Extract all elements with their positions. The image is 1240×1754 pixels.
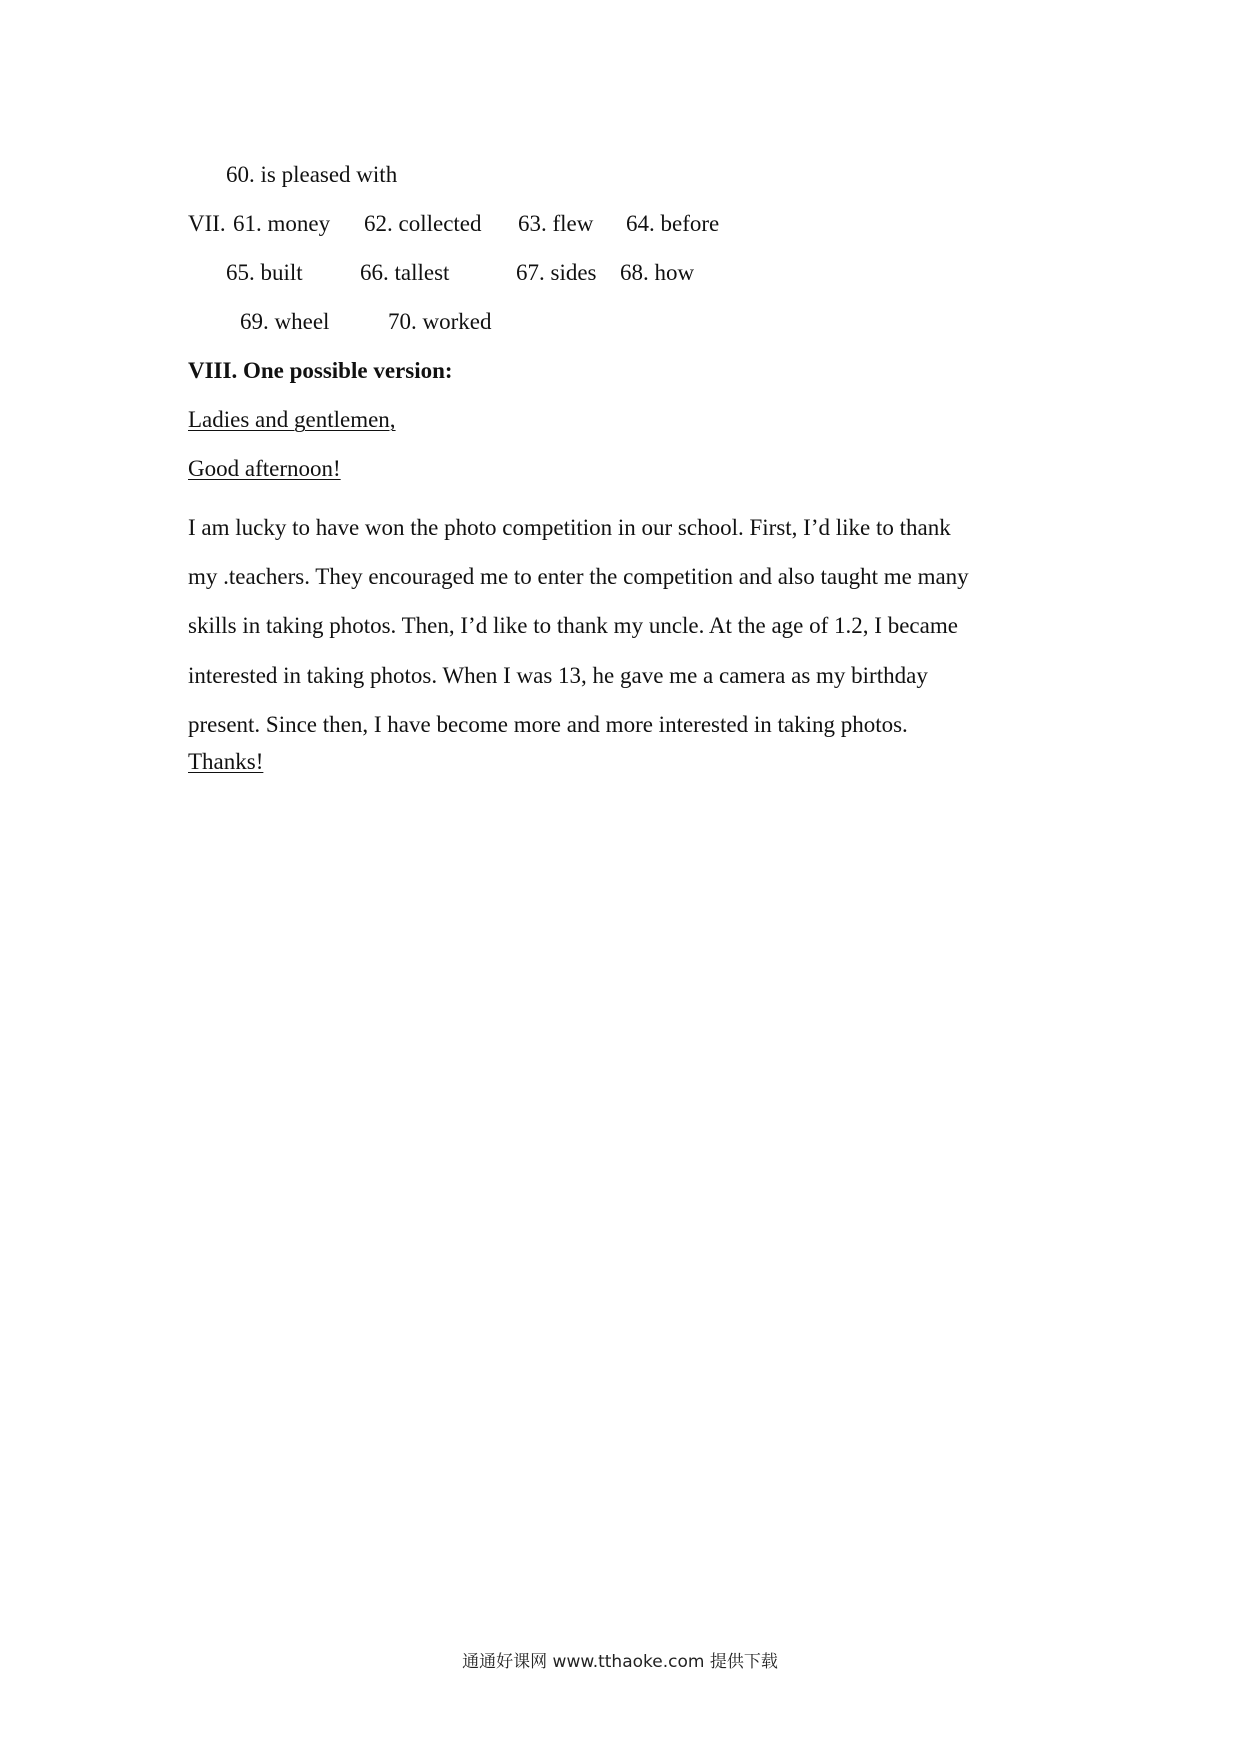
essay-body [188, 503, 1068, 749]
answer-68: 68. how [620, 260, 695, 285]
answer-63: 63. flew [518, 211, 594, 236]
answer-70: 70. worked [388, 309, 492, 334]
essay-body-line: my .teachers. They encouraged me to enter the competition and also taught me many [188, 564, 969, 590]
essay-greeting: Good afternoon! [188, 456, 341, 481]
essay-heading: VIII. One possible version: [188, 358, 453, 383]
answer-61: 61. money [233, 211, 331, 236]
answer-65: 65. built [226, 260, 303, 285]
answer-64: 64. before [626, 211, 720, 236]
answer-66: 66. tallest [360, 260, 450, 285]
essay-body-line: skills in taking photos. Then, I’d like to thank my uncle. At the age of 1.2, I became [188, 613, 958, 639]
essay-closing: Thanks! [188, 749, 264, 774]
essay-body-line: I am lucky to have won the photo competition in our school. First, I’d like to thank [188, 515, 951, 540]
answer-62: 62. collected [364, 211, 482, 236]
section-7-label: VII. [188, 211, 226, 236]
answer-67: 67. sides [516, 260, 597, 285]
answer-line-60 [226, 160, 397, 190]
answer-line-65-68 [226, 258, 746, 288]
answer-line-61-64 [188, 209, 748, 239]
answer-60: 60. is pleased with [226, 162, 398, 187]
essay-body-line: interested in taking photos. When I was 13, he gave me a camera as my birthday [188, 662, 928, 688]
answer-69: 69. wheel [240, 309, 330, 334]
essay-salutation: Ladies and gentlemen, [188, 407, 396, 432]
page-footer: 通通好课网 www.tthaoke.com 提供下载 [462, 1652, 778, 1672]
answer-line-69-70 [240, 307, 560, 337]
essay-body-line: present. Since then, I have become more and more interested in taking photos. [188, 711, 908, 737]
